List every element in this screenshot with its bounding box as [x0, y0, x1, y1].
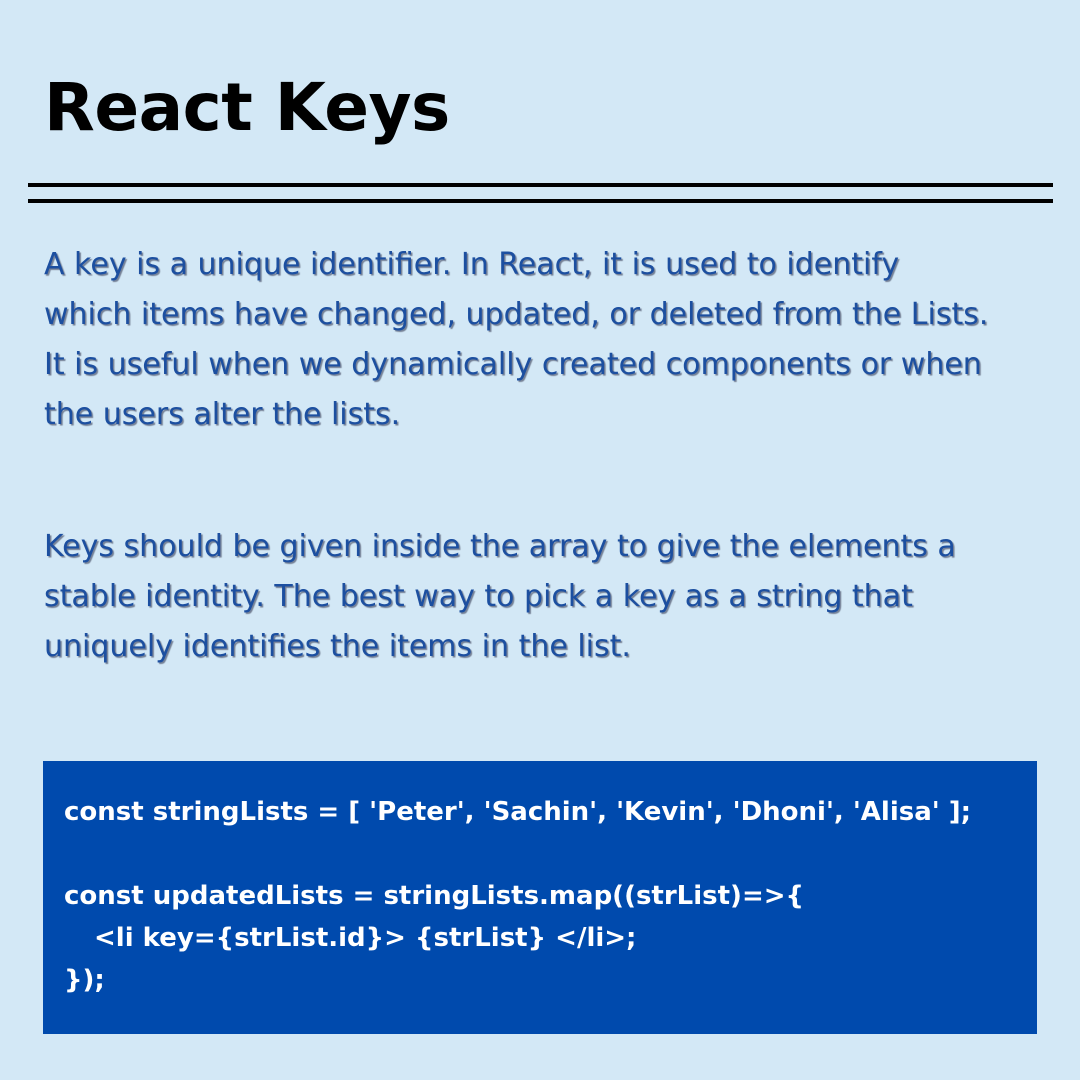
code-line: const updatedLists = stringLists.map((strList)=>{ — [64, 881, 805, 911]
divider-line-bottom — [28, 199, 1053, 203]
code-block — [43, 761, 1037, 1034]
code-line: const stringLists = [ 'Peter', 'Sachin', 'Kevin', 'Dhoni', 'Alisa' ]; — [64, 797, 972, 827]
code-line: <li key={strList.id}> {strList} </li>; — [94, 923, 637, 953]
intro-paragraph: A key is a unique identifier. In React, it is used to identify which items have changed, updated, or deleted from the Lists. It is useful when we dynamically created components or when the users alter the lists. — [44, 247, 989, 432]
keys-paragraph: Keys should be given inside the array to give the elements a stable identity. The best way to pick a key as a string that uniquely identifies the items in the list. — [44, 529, 956, 664]
divider-line-top — [28, 183, 1053, 187]
code-line: }); — [64, 965, 105, 995]
code-line-blank — [64, 833, 1037, 875]
page-title: React Keys — [44, 69, 450, 146]
